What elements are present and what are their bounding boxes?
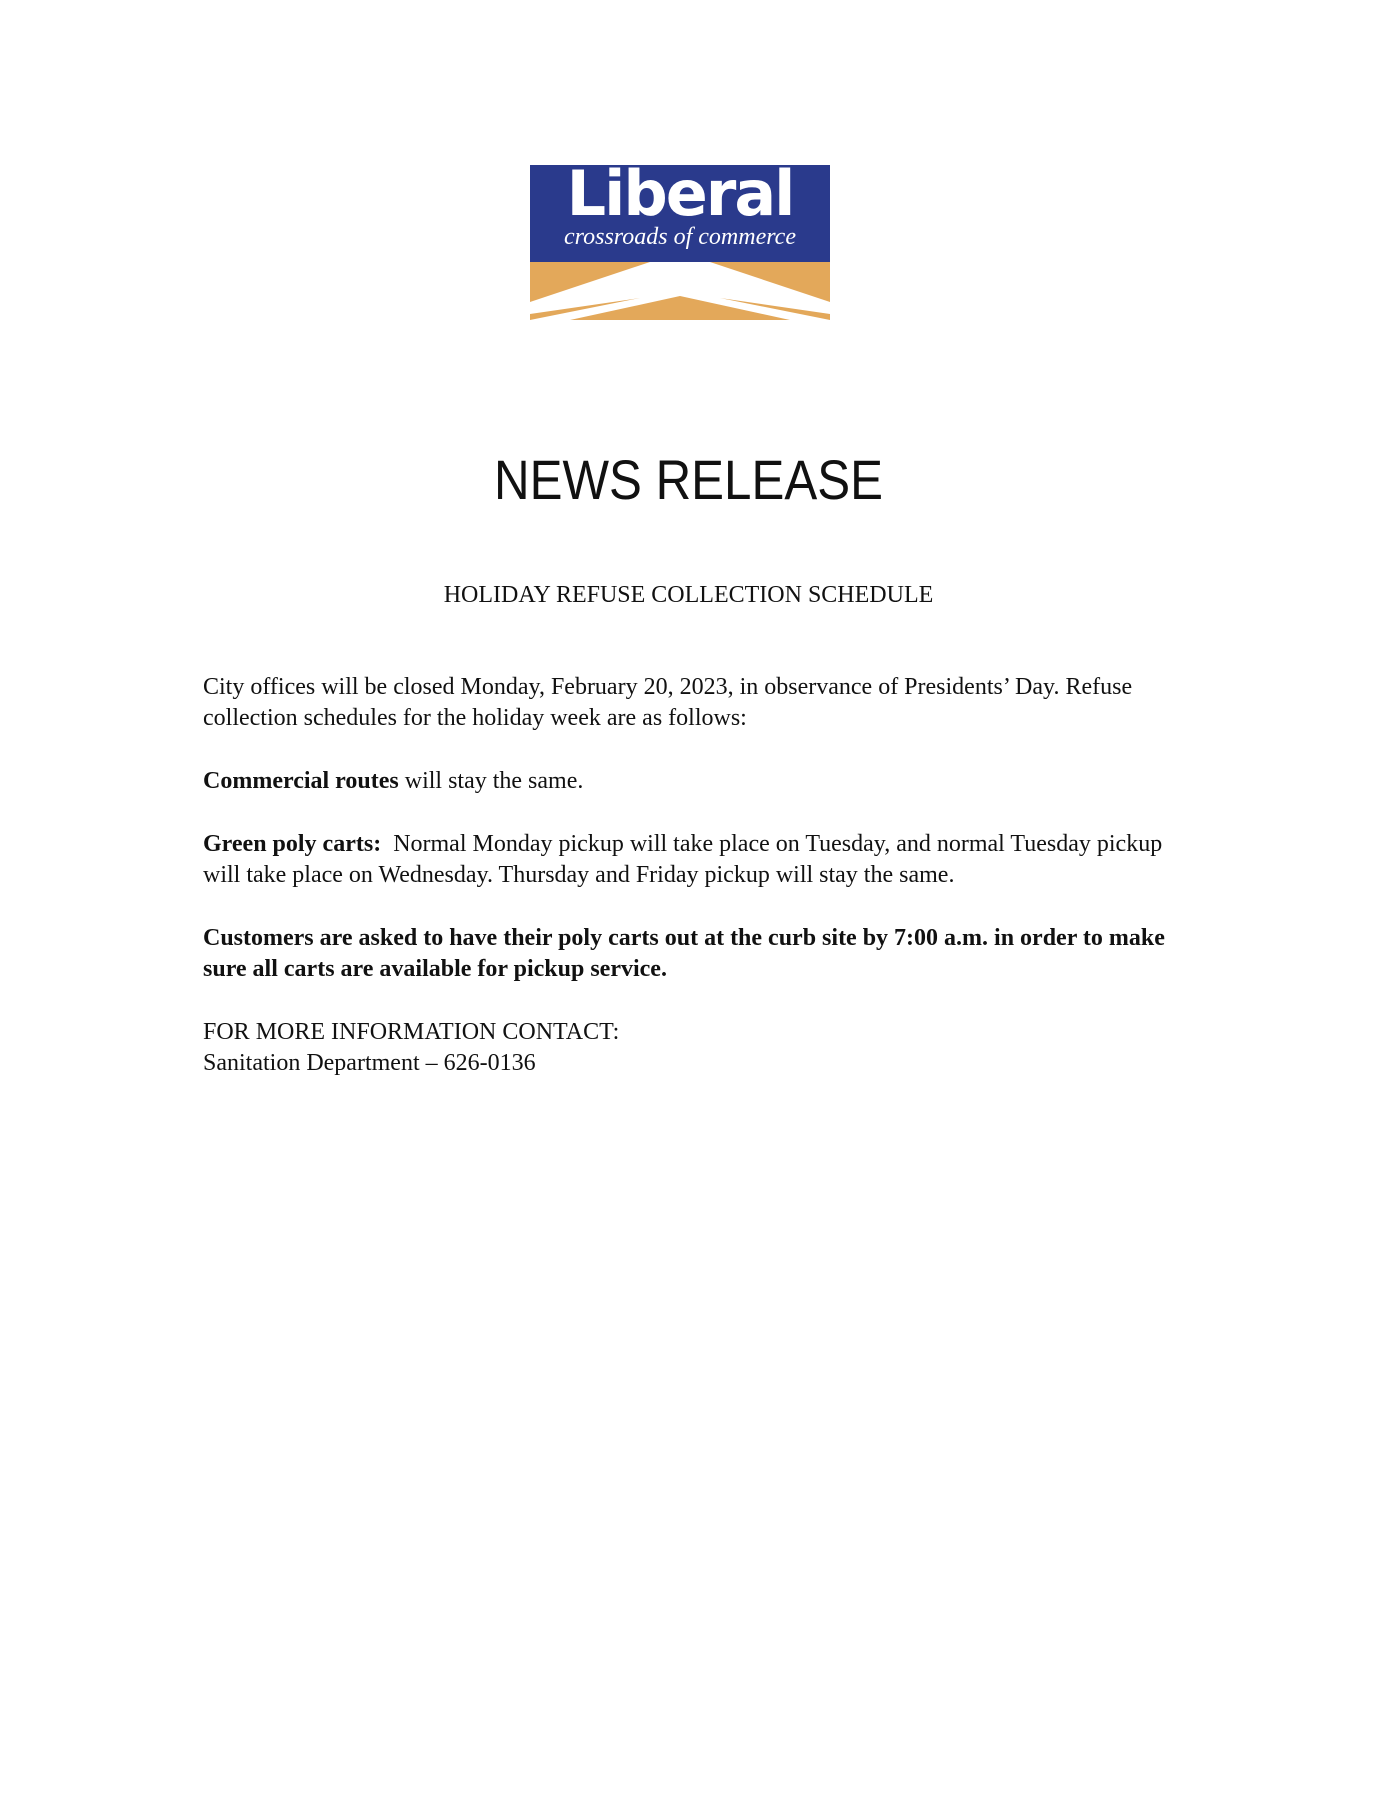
green-carts-paragraph: [203, 829, 1203, 891]
notice-text: Customers are asked to have their poly carts out at the curb site by 7:00 a.m. in order to make sure all carts are available for pickup service.: [203, 925, 1165, 982]
notice-paragraph: [203, 923, 1203, 985]
logo-wordmark: Liberal: [566, 157, 794, 230]
contact-paragraph: [203, 1017, 1203, 1079]
commercial-paragraph: [203, 766, 1203, 797]
logo-tagline: crossroads of commerce: [564, 224, 796, 250]
commercial-text: will stay the same.: [398, 768, 584, 794]
commercial-label: Commercial routes: [203, 768, 399, 794]
logo-blue-band: [530, 157, 830, 262]
release-body: [203, 672, 1203, 1079]
logo-crossroads-graphic: [530, 262, 830, 320]
green-carts-text: Normal Monday pickup will take place on Tuesday, and normal Tuesday pickup will take place on Wednesday. Thursday and Friday pickup will stay the same.: [203, 831, 1169, 888]
page-title: NEWS RELEASE: [494, 448, 883, 511]
intro-paragraph: City offices will be closed Monday, February 20, 2023, in observance of Presidents’ Day. Refuse collection schedules for the holiday week are as follows:: [203, 674, 1133, 731]
contact-heading: FOR MORE INFORMATION CONTACT:: [203, 1019, 620, 1045]
page-subtitle: HOLIDAY REFUSE COLLECTION SCHEDULE: [443, 582, 934, 608]
liberal-logo: [530, 157, 830, 315]
green-carts-label: Green poly carts:: [203, 831, 382, 857]
contact-line: Sanitation Department – 626-0136: [203, 1050, 536, 1076]
